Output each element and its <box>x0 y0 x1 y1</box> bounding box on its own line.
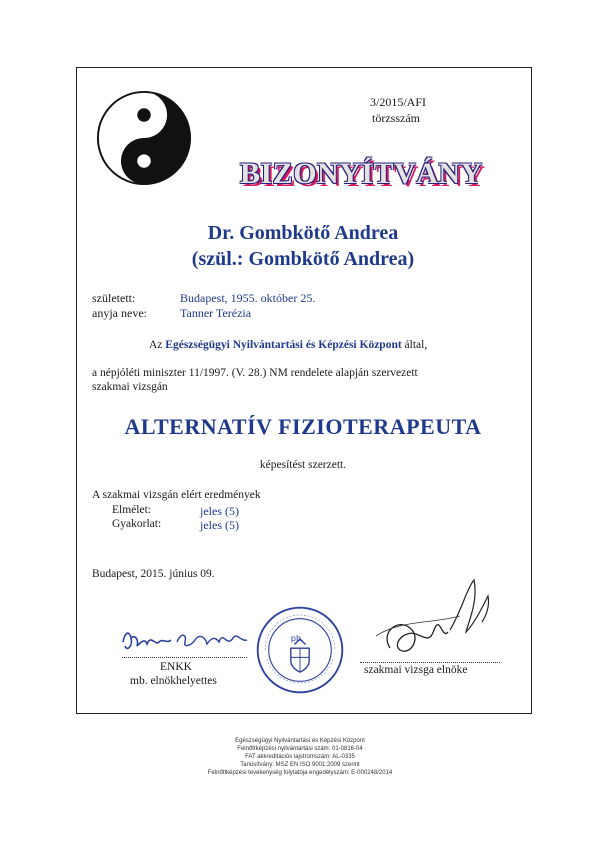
acquired-text: képesítést szerzett. <box>259 459 347 471</box>
practice-label: Gyakorlat: <box>112 518 162 530</box>
right-signature-icon <box>370 570 505 665</box>
left-signature-icon <box>115 612 265 662</box>
footer-line: Felnőttképzési nyilvántartási szám: 01-0816-04 <box>237 746 363 752</box>
issuer-suffix: által, <box>404 339 428 351</box>
born-value: Budapest, 1955. október 25. <box>180 291 316 305</box>
theory-label: Elmélet: <box>112 504 151 516</box>
right-signer-title: szakmai vizsga elnöke <box>364 664 468 676</box>
holder-name: Dr. Gombkötő Andrea <box>207 222 399 244</box>
practice-value: jeles (5) <box>200 518 239 532</box>
holder-birth-name: (szül.: Gombkötő Andrea) <box>191 248 415 270</box>
left-signer-org: ENKK <box>160 661 192 673</box>
yin-yang-icon <box>96 90 192 186</box>
document-title: BIZONYÍTVÁNY <box>240 157 483 190</box>
born-label: született: <box>92 291 136 305</box>
issuer-name: Egészségügyi Nyilvántartási és Képzési Központ <box>165 339 402 351</box>
official-stamp-icon <box>254 604 346 696</box>
issuer-line <box>149 339 427 351</box>
register-number: 3/2015/AFI <box>370 95 427 109</box>
profession-title: ALTERNATÍV FIZIOTERAPEUTA <box>124 414 482 439</box>
footer-line: Felnőttképzési tevékenység folytatója engedélyszám: E-000248/2014 <box>207 770 393 776</box>
footer-line: FAT akkreditációs lajstromszám: AL-0335 <box>245 754 355 760</box>
issuer-prefix: Az <box>149 339 163 351</box>
results-heading: A szakmai vizsgán elért eredmények <box>92 489 261 501</box>
mother-value: Tanner Terézia <box>180 306 252 320</box>
stamp-mark: ph <box>290 632 302 643</box>
register-label: törzsszám <box>372 111 420 125</box>
theory-value: jeles (5) <box>200 504 239 518</box>
mother-label: anyja neve: <box>92 306 147 320</box>
exam-line: szakmai vizsgán <box>92 381 168 393</box>
place-date: Budapest, 2015. június 09. <box>92 568 215 580</box>
left-signature-line <box>122 657 247 658</box>
left-signer-title: mb. elnökhelyettes <box>130 675 217 687</box>
footer-line: Egészségügyi Nyilvántartási és Képzési Központ <box>235 738 365 744</box>
decree-line: a népjóléti miniszter 11/1997. (V. 28.) NM rendelete alapján szervezett <box>92 367 418 379</box>
right-signature-line <box>360 662 500 663</box>
footer-line: Tanúsítvány: MSZ EN ISO 9001:2009 szerint <box>240 762 360 768</box>
